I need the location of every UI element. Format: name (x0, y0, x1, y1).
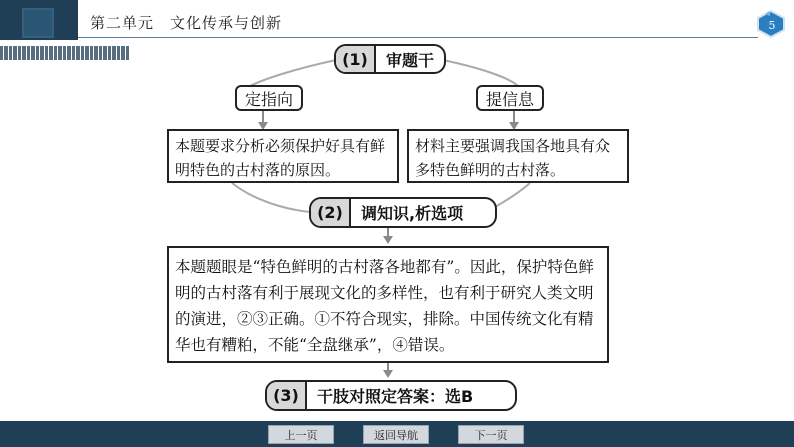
page-number: 5 (768, 19, 776, 32)
step3-label: 干肢对照定答案：选B (317, 387, 474, 406)
step3-box (265, 380, 517, 411)
step1-box (334, 44, 446, 74)
step2-label: 调知识,析选项 (361, 204, 464, 223)
right-branch-text: 材料主要强调我国各地具有众多特色鲜明的古村落。 (407, 129, 629, 183)
step1-number: (1) (336, 46, 376, 72)
left-branch-text: 本题要求分析必须保护好具有鲜明特色的古村落的原因。 (167, 129, 399, 183)
step1-label: 审题干 (386, 50, 435, 70)
right-branch-label: 提信息 (476, 85, 544, 111)
analysis-text: 本题题眼是“特色鲜明的古村落各地都有”。因此，保护特色鲜明的古村落有利于展现文化的多样性，也有利于研究人类文明的演进，②③正确。①不符合现实，排除。中国传统文化有精华也有糟粕，不能“全盘继承”，④错误。 (167, 246, 609, 363)
step2-number: (2) (311, 199, 351, 226)
left-branch-label: 定指向 (235, 85, 303, 111)
step3-number: (3) (267, 382, 307, 409)
prev-page-button[interactable]: 上一页 (268, 425, 334, 444)
back-to-nav-button[interactable]: 返回导航 (363, 425, 429, 444)
next-page-button[interactable]: 下一页 (458, 425, 524, 444)
step2-box (309, 197, 497, 228)
unit-title: 第二单元 文化传承与创新 (90, 14, 283, 32)
